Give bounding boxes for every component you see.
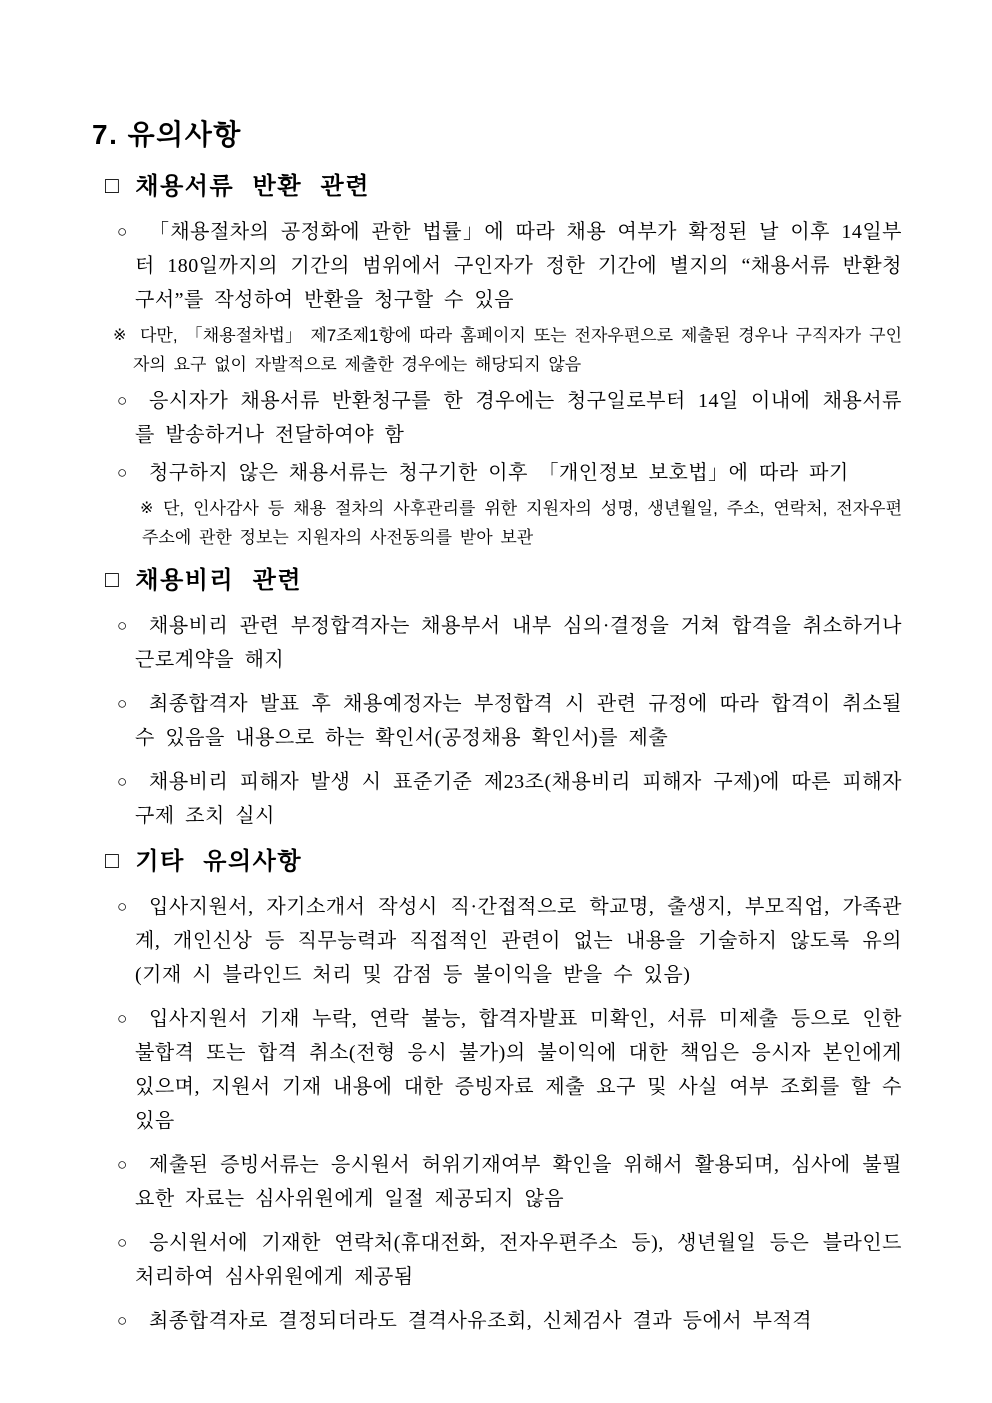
bullet-text: 응시자가 채용서류 반환청구를 한 경우에는 청구일로부터 14일 이내에 채용서류를 발송하거나 전달하여야 함 xyxy=(135,390,902,446)
bullet-item xyxy=(92,384,902,452)
bullet-item xyxy=(92,765,902,833)
bullet-text: 응시원서에 기재한 연락처(휴대전화, 전자우편주소 등), 생년월일 등은 블라인드 처리하여 심사위원에게 제공됨 xyxy=(135,1232,902,1288)
page-title: 7. 유의사항 xyxy=(92,119,242,150)
reference-mark-icon: ※ xyxy=(113,327,127,344)
bullet-text: 입사지원서, 자기소개서 작성시 직·간접적으로 학교명, 출생지, 부모직업, 가족관계, 개인신상 등 직무능력과 직접적인 관련이 없는 내용을 기술하지 않도록 유의(기재 시 블라인드 처리 및 감점 등 불이익을 받을 수 있음) xyxy=(135,896,902,986)
square-checkbox-icon: □ xyxy=(105,567,121,592)
circle-bullet-icon: ○ xyxy=(117,391,128,410)
notice-section xyxy=(92,170,902,552)
bullet-item xyxy=(92,609,902,677)
bullet-item xyxy=(92,1304,902,1338)
bullet-item xyxy=(92,890,902,992)
circle-bullet-icon: ○ xyxy=(117,1311,128,1330)
bullet-item xyxy=(92,687,902,755)
bullet-item xyxy=(92,1226,902,1294)
bullet-text: 최종합격자 발표 후 채용예정자는 부정합격 시 관련 규정에 따라 합격이 취소될 수 있음을 내용으로 하는 확인서(공정채용 확인서)를 제출 xyxy=(135,693,902,749)
circle-bullet-icon: ○ xyxy=(117,463,128,482)
note-text: 단, 인사감사 등 채용 절차의 사후관리를 위한 지원자의 성명, 생년월일, 주소, 연락처, 전자우편주소에 관한 정보는 지원자의 사전동의를 받아 보관 xyxy=(142,499,902,547)
circle-bullet-icon: ○ xyxy=(117,616,128,635)
section-heading-label: 기타 유의사항 xyxy=(135,849,303,875)
bullet-text: 채용비리 관련 부정합격자는 채용부서 내부 심의·결정을 거쳐 합격을 취소하거나 근로계약을 해지 xyxy=(135,615,902,671)
bullet-text: 입사지원서 기재 누락, 연락 불능, 합격자발표 미확인, 서류 미제출 등으로 인한 불합격 또는 합격 취소(전형 응시 불가)의 불이익에 대한 책임은 응시자 본인에게 있으며, 지원서 기재 내용에 대한 증빙자료 제출 요구 및 사실 여부 조회를 할 수 있음 xyxy=(135,1008,902,1132)
section-heading-label: 채용서류 반환 관련 xyxy=(135,174,370,200)
reference-mark-icon: ※ xyxy=(140,500,154,517)
bullet-text: 최종합격자로 결정되더라도 결격사유조회, 신체검사 결과 등에서 부적격 xyxy=(149,1310,813,1332)
circle-bullet-icon: ○ xyxy=(117,694,128,713)
square-checkbox-icon: □ xyxy=(105,848,121,873)
notice-section xyxy=(92,845,902,1338)
note-item xyxy=(92,494,902,552)
bullet-item xyxy=(92,1002,902,1138)
bullet-text: 제출된 증빙서류는 응시원서 허위기재여부 확인을 위해서 활용되며, 심사에 불필요한 자료는 심사위원에게 일절 제공되지 않음 xyxy=(135,1154,902,1210)
section-heading xyxy=(105,845,902,879)
sections-container xyxy=(92,170,902,1338)
bullet-item xyxy=(92,456,902,490)
circle-bullet-icon: ○ xyxy=(117,222,128,241)
bullet-item xyxy=(92,1148,902,1216)
circle-bullet-icon: ○ xyxy=(117,1009,128,1028)
bullet-text: 청구하지 않은 채용서류는 청구기한 이후 「개인정보 보호법」에 따라 파기 xyxy=(149,462,849,484)
circle-bullet-icon: ○ xyxy=(117,1155,128,1174)
note-text: 다만, 「채용절차법」 제7조제1항에 따라 홈페이지 또는 전자우편으로 제출된 경우나 구직자가 구인자의 요구 없이 자발적으로 제출한 경우에는 해당되지 않음 xyxy=(133,326,902,374)
square-checkbox-icon: □ xyxy=(105,173,121,198)
notice-section xyxy=(92,564,902,833)
note-item xyxy=(92,321,902,379)
section-heading xyxy=(105,170,902,204)
circle-bullet-icon: ○ xyxy=(117,897,128,916)
section-heading xyxy=(105,564,902,598)
section-heading-label: 채용비리 관련 xyxy=(135,568,303,594)
circle-bullet-icon: ○ xyxy=(117,1233,128,1252)
circle-bullet-icon: ○ xyxy=(117,772,128,791)
bullet-text: 「채용절차의 공정화에 관한 법률」에 따라 채용 여부가 확정된 날 이후 14일부터 180일까지의 기간의 범위에서 구인자가 정한 기간에 별지의 “채용서류 반환청구서”를 작성하여 반환을 청구할 수 있음 xyxy=(135,221,902,311)
bullet-item xyxy=(92,215,902,317)
bullet-text: 채용비리 피해자 발생 시 표준기준 제23조(채용비리 피해자 구제)에 따른 피해자 구제 조치 실시 xyxy=(135,771,902,827)
